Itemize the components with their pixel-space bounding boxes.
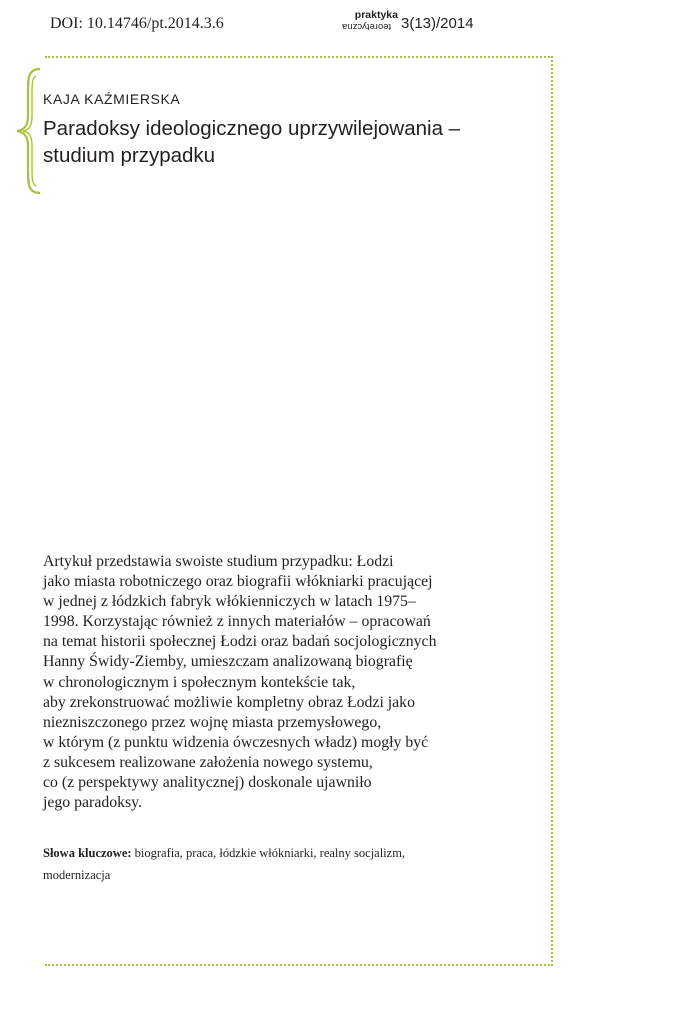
abstract-line: jego paradoksy. <box>43 794 142 812</box>
curly-brace-icon <box>14 66 44 196</box>
journal-name: praktyka <box>354 9 398 21</box>
keywords <box>43 842 463 886</box>
abstract <box>43 552 503 813</box>
author-name: KAJA KAŹMIERSKA <box>43 91 181 107</box>
abstract-line: aby zrekonstruować możliwie kompletny obraz Łodzi jako <box>43 693 415 711</box>
keywords-text: biografia, praca, łódzkie włókniarki, realny socjalizm, <box>131 846 406 860</box>
abstract-line: co (z perspektywy analitycznej) doskonale ujawniło <box>43 774 372 792</box>
abstract-line: Hanny Świdy-Ziemby, umieszczam analizowaną biografię <box>43 653 413 671</box>
abstract-line: jako miasta robotniczego oraz biografii włókniarki pracującej <box>43 573 433 591</box>
journal-name-mirrored: teoretyczna <box>342 21 392 32</box>
issue-number: 3(13)/2014 <box>401 15 474 32</box>
article-title <box>43 115 513 169</box>
abstract-line: w którym (z punktu widzenia ówczesnych władz) mogły być <box>43 733 429 751</box>
abstract-line: w chronologicznym i społecznym kontekście tak, <box>43 673 356 691</box>
dotted-frame <box>45 56 553 966</box>
abstract-line: niezniszczonego przez wojnę miasta przemysłowego, <box>43 713 382 731</box>
abstract-line: z sukcesem realizowane założenia nowego systemu, <box>43 753 373 771</box>
abstract-line: na temat historii społecznej Łodzi oraz badań socjologicznych <box>43 633 437 651</box>
title-line: Paradoksy ideologicznego uprzywilejowania – <box>43 117 461 140</box>
keywords-text-line2: modernizacja <box>43 868 111 882</box>
keywords-label: Słowa kluczowe: <box>43 846 132 860</box>
abstract-line: Artykuł przedstawia swoiste studium przypadku: Łodzi <box>43 553 394 570</box>
title-line: studium przypadku <box>43 144 216 167</box>
abstract-line: 1998. Korzystając również z innych materiałów – opracowań <box>43 613 431 631</box>
doi-label: DOI: 10.14746/pt.2014.3.6 <box>50 15 224 32</box>
journal-logo <box>342 9 398 39</box>
abstract-line: w jednej z łódzkich fabryk włókienniczych w latach 1975– <box>43 593 416 611</box>
